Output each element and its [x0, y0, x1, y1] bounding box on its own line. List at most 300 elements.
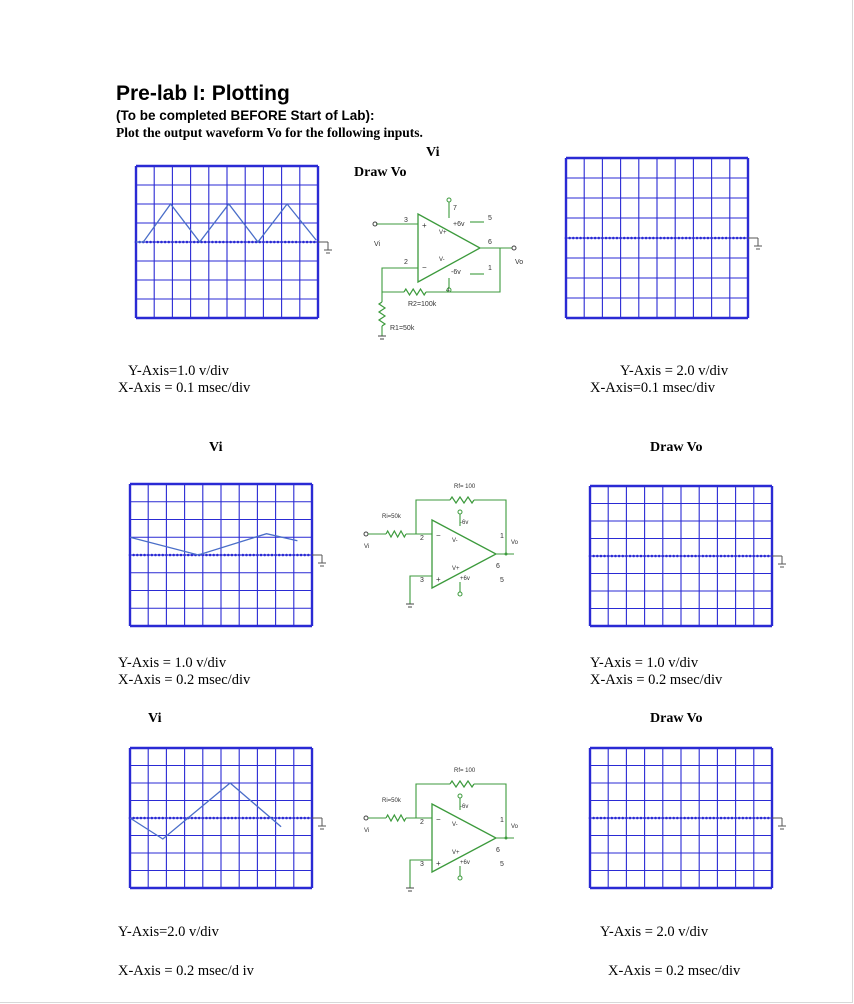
axis-tick — [742, 817, 745, 820]
axis-tick — [157, 241, 160, 244]
section1-output-graph[interactable] — [566, 158, 766, 318]
axis-tick — [278, 554, 281, 557]
axis-tick — [256, 554, 259, 557]
axis-tick — [240, 241, 243, 244]
axis-tick — [194, 817, 197, 820]
axis-tick — [136, 817, 139, 820]
axis-tick — [266, 241, 269, 244]
axis-tick — [212, 554, 215, 557]
axis-tick — [723, 555, 726, 558]
axis-tick — [600, 555, 603, 558]
axis-tick — [183, 817, 186, 820]
axis-tick — [229, 241, 232, 244]
feedback-wire — [382, 268, 418, 292]
axis-tick — [707, 237, 710, 240]
axis-tick — [299, 241, 302, 244]
resistor-r2 — [404, 289, 426, 295]
axis-tick — [209, 817, 212, 820]
axis-tick — [238, 554, 241, 557]
axis-tick — [151, 817, 154, 820]
axis-tick — [760, 555, 763, 558]
axis-tick — [583, 237, 586, 240]
axis-tick — [731, 555, 734, 558]
axis-tick — [763, 555, 766, 558]
axis-tick — [193, 241, 196, 244]
rail-neg: V- — [439, 257, 445, 263]
rf-label: Rf= 100 — [454, 484, 476, 490]
axis-tick — [720, 817, 723, 820]
resistor-ri — [386, 531, 406, 537]
section2-output-label: Draw Vo — [650, 440, 703, 455]
axis-tick — [667, 237, 670, 240]
axis-tick — [603, 555, 606, 558]
pin-5: 5 — [488, 215, 492, 222]
axis-tick — [205, 554, 208, 557]
axis-tick — [245, 554, 248, 557]
page-subtitle: (To be completed BEFORE Start of Lab): — [116, 108, 375, 123]
section1-output-label: Draw Vo — [354, 165, 407, 180]
opamp-triangle — [418, 214, 480, 282]
axis-tick — [169, 817, 172, 820]
axis-tick — [681, 237, 684, 240]
feedback-wire — [416, 500, 450, 534]
axis-tick — [568, 237, 571, 240]
axis-tick — [709, 555, 712, 558]
axis-tick — [703, 237, 706, 240]
axis-tick — [699, 237, 702, 240]
axis-tick — [579, 237, 582, 240]
axis-tick — [171, 241, 174, 244]
axis-tick — [629, 817, 632, 820]
axis-tick — [252, 554, 255, 557]
pin-2: 2 — [420, 535, 424, 542]
axis-tick — [619, 237, 622, 240]
axis-tick — [154, 554, 157, 557]
pin-3: 3 — [404, 217, 408, 224]
axis-tick — [202, 817, 205, 820]
plus-sign: + — [436, 859, 441, 868]
pin-7: 7 — [453, 205, 457, 212]
section2-output-xaxis: X-Axis = 0.2 msec/div — [590, 672, 723, 688]
supply-neg: -6v — [451, 269, 461, 276]
resistor-rf — [450, 497, 474, 503]
axis-tick — [187, 554, 190, 557]
axis-tick — [665, 555, 668, 558]
axis-tick — [621, 555, 624, 558]
axis-tick — [208, 241, 211, 244]
axis-tick — [175, 241, 178, 244]
section2-output-graph[interactable] — [590, 486, 790, 626]
axis-tick — [231, 817, 234, 820]
axis-tick — [216, 817, 219, 820]
output-label: Vo — [511, 824, 519, 830]
axis-tick — [306, 241, 309, 244]
axis-tick — [745, 555, 748, 558]
minus-sign: − — [436, 815, 441, 824]
axis-tick — [738, 817, 741, 820]
supply-pos: +6v — [460, 576, 470, 582]
axis-tick — [640, 555, 643, 558]
output-label: Vo — [515, 259, 524, 266]
axis-tick — [596, 555, 599, 558]
rail-pos: V+ — [452, 850, 460, 856]
axis-tick — [641, 237, 644, 240]
section1-input-yaxis: Y-Axis=1.0 v/div — [128, 363, 229, 379]
axis-tick — [302, 241, 305, 244]
pin-4: 4 — [446, 287, 450, 294]
axis-tick — [252, 817, 255, 820]
axis-tick — [303, 817, 306, 820]
axis-tick — [742, 555, 745, 558]
axis-tick — [143, 817, 146, 820]
axis-tick — [597, 237, 600, 240]
axis-tick — [227, 554, 230, 557]
axis-tick — [274, 554, 277, 557]
minus-sign: − — [422, 263, 427, 272]
axis-tick — [296, 817, 299, 820]
axis-tick — [732, 237, 735, 240]
axis-tick — [140, 817, 143, 820]
axis-tick — [607, 555, 610, 558]
axis-tick — [692, 237, 695, 240]
resistor-r1 — [379, 302, 385, 326]
axis-tick — [753, 555, 756, 558]
axis-tick — [167, 241, 170, 244]
axis-tick — [132, 817, 135, 820]
feedback-wire — [474, 500, 506, 554]
section3-input-label: Vi — [148, 711, 162, 726]
axis-tick — [589, 817, 592, 820]
axis-tick — [291, 241, 294, 244]
axis-tick — [169, 554, 172, 557]
axis-tick — [307, 817, 310, 820]
resistor-ri — [386, 815, 406, 821]
rf-label: Rf= 100 — [454, 768, 476, 774]
axis-tick — [234, 554, 237, 557]
axis-tick — [647, 555, 650, 558]
axis-tick — [600, 817, 603, 820]
supply-neg: -6v — [460, 520, 469, 526]
axis-tick — [749, 817, 752, 820]
axis-tick — [164, 241, 167, 244]
axis-tick — [712, 817, 715, 820]
axis-tick — [278, 817, 281, 820]
section3-input-xaxis: X-Axis = 0.2 msec/d iv — [118, 963, 254, 979]
axis-tick — [262, 241, 265, 244]
ri-label: Ri=50k — [382, 514, 401, 520]
axis-tick — [678, 237, 681, 240]
axis-tick — [676, 555, 679, 558]
rail-neg: V- — [452, 538, 458, 544]
r1-label: R1=50k — [390, 325, 415, 332]
axis-tick — [756, 555, 759, 558]
page-instruction: Plot the output waveform Vo for the following inputs. — [116, 125, 423, 140]
axis-tick — [280, 241, 283, 244]
axis-tick — [249, 817, 252, 820]
axis-tick — [198, 817, 201, 820]
axis-tick — [658, 555, 661, 558]
r2-label: R2=100k — [408, 301, 437, 308]
axis-tick — [680, 555, 683, 558]
axis-tick — [244, 241, 247, 244]
axis-tick — [739, 237, 742, 240]
axis-tick — [161, 554, 164, 557]
section3-output-yaxis: Y-Axis = 2.0 v/div — [600, 924, 709, 940]
axis-tick — [182, 241, 185, 244]
axis-tick — [183, 554, 186, 557]
axis-tick — [716, 555, 719, 558]
pin-5: 5 — [500, 577, 504, 584]
axis-tick — [605, 237, 608, 240]
axis-tick — [296, 554, 299, 557]
axis-tick — [643, 817, 646, 820]
axis-tick — [284, 241, 287, 244]
axis-tick — [238, 817, 241, 820]
axis-tick — [592, 817, 595, 820]
axis-tick — [282, 817, 285, 820]
axis-tick — [220, 554, 223, 557]
axis-tick — [223, 817, 226, 820]
axis-tick — [132, 554, 135, 557]
axis-tick — [218, 241, 221, 244]
axis-tick — [146, 241, 149, 244]
axis-tick — [648, 237, 651, 240]
axis-tick — [614, 817, 617, 820]
supply-pos: +6v — [460, 860, 470, 866]
axis-tick — [288, 241, 291, 244]
section3-output-label: Draw Vo — [650, 711, 703, 726]
axis-tick — [625, 817, 628, 820]
axis-tick — [625, 555, 628, 558]
axis-tick — [749, 555, 752, 558]
axis-tick — [154, 817, 157, 820]
axis-tick — [616, 237, 619, 240]
axis-tick — [734, 555, 737, 558]
rail-neg: V- — [452, 822, 458, 828]
axis-tick — [611, 817, 614, 820]
axis-tick — [676, 817, 679, 820]
section3-input-graph — [130, 748, 330, 888]
axis-tick — [614, 555, 617, 558]
section2-input-graph — [130, 484, 330, 626]
axis-tick — [767, 555, 770, 558]
section1-input-label: Vi — [426, 145, 440, 160]
axis-tick — [263, 817, 266, 820]
rail-pos: V+ — [439, 230, 447, 236]
input-label: Vi — [364, 828, 370, 834]
axis-tick — [674, 237, 677, 240]
axis-tick — [153, 241, 156, 244]
axis-tick — [251, 241, 254, 244]
axis-tick — [672, 555, 675, 558]
axis-tick — [672, 817, 675, 820]
axis-tick — [669, 555, 672, 558]
section3-output-graph[interactable] — [590, 748, 790, 888]
axis-tick — [688, 237, 691, 240]
axis-tick — [627, 237, 630, 240]
feedback-wire — [474, 784, 506, 838]
axis-tick — [205, 817, 208, 820]
input-terminal — [364, 532, 368, 536]
section2-input-label: Vi — [209, 440, 223, 455]
axis-tick — [651, 817, 654, 820]
axis-tick — [638, 237, 641, 240]
resistor-rf — [450, 781, 474, 787]
supply-terminal — [458, 876, 462, 880]
axis-tick — [723, 817, 726, 820]
axis-tick — [186, 241, 189, 244]
axis-tick — [313, 241, 316, 244]
axis-tick — [691, 555, 694, 558]
feedback-wire — [416, 784, 450, 818]
axis-tick — [176, 554, 179, 557]
axis-tick — [285, 817, 288, 820]
axis-tick — [136, 554, 139, 557]
axis-tick — [662, 817, 665, 820]
output-node — [505, 837, 508, 840]
input-label: Vi — [364, 544, 370, 550]
axis-tick — [285, 554, 288, 557]
axis-tick — [172, 817, 175, 820]
pin-2: 2 — [420, 819, 424, 826]
axis-tick — [209, 554, 212, 557]
axis-tick — [300, 817, 303, 820]
axis-tick — [222, 241, 225, 244]
pin-5: 5 — [500, 861, 504, 868]
axis-tick — [267, 554, 270, 557]
axis-tick — [590, 237, 593, 240]
axis-tick — [654, 555, 657, 558]
axis-tick — [665, 817, 668, 820]
axis-tick — [269, 241, 272, 244]
axis-tick — [234, 817, 237, 820]
axis-tick — [634, 237, 637, 240]
axis-tick — [603, 817, 606, 820]
pin-2: 2 — [404, 259, 408, 266]
axis-tick — [147, 817, 150, 820]
axis-tick — [256, 817, 259, 820]
axis-tick — [712, 555, 715, 558]
axis-tick — [271, 554, 274, 557]
axis-tick — [248, 241, 251, 244]
axis-tick — [763, 817, 766, 820]
plus-sign: + — [436, 575, 441, 584]
axis-tick — [725, 237, 728, 240]
axis-tick — [721, 237, 724, 240]
output-label: Vo — [511, 540, 519, 546]
axis-tick — [621, 817, 624, 820]
axis-tick — [767, 817, 770, 820]
axis-tick — [589, 555, 592, 558]
axis-tick — [607, 817, 610, 820]
axis-tick — [300, 554, 303, 557]
axis-tick — [663, 237, 666, 240]
axis-tick — [289, 817, 292, 820]
axis-tick — [293, 554, 296, 557]
axis-tick — [309, 241, 312, 244]
axis-tick — [587, 237, 590, 240]
axis-tick — [273, 241, 276, 244]
axis-tick — [178, 241, 181, 244]
section1-input-xaxis: X-Axis = 0.1 msec/div — [118, 380, 251, 396]
axis-tick — [698, 555, 701, 558]
axis-tick — [160, 241, 163, 244]
output-node — [505, 553, 508, 556]
axis-tick — [260, 554, 263, 557]
axis-tick — [636, 555, 639, 558]
section3-circuit — [356, 760, 536, 900]
pin-6: 6 — [488, 239, 492, 246]
section1-output-yaxis: Y-Axis = 2.0 v/div — [620, 363, 729, 379]
pin-1: 1 — [500, 817, 504, 824]
axis-tick — [140, 554, 143, 557]
axis-tick — [149, 241, 152, 244]
axis-tick — [705, 817, 708, 820]
axis-tick — [710, 237, 713, 240]
axis-tick — [565, 237, 568, 240]
supply-terminal — [458, 794, 462, 798]
pin-1: 1 — [500, 533, 504, 540]
ri-label: Ri=50k — [382, 798, 401, 804]
axis-tick — [738, 555, 741, 558]
axis-tick — [698, 817, 701, 820]
minus-sign: − — [436, 531, 441, 540]
axis-tick — [727, 555, 730, 558]
axis-tick — [263, 554, 266, 557]
axis-tick — [576, 237, 579, 240]
axis-tick — [729, 237, 732, 240]
axis-tick — [736, 237, 739, 240]
axis-tick — [158, 817, 161, 820]
axis-tick — [654, 817, 657, 820]
axis-tick — [611, 555, 614, 558]
axis-tick — [158, 554, 161, 557]
axis-tick — [212, 817, 215, 820]
axis-tick — [594, 237, 597, 240]
axis-tick — [612, 237, 615, 240]
axis-tick — [718, 237, 721, 240]
supply-terminal — [447, 198, 451, 202]
axis-tick — [694, 555, 697, 558]
axis-tick — [669, 817, 672, 820]
axis-tick — [289, 554, 292, 557]
axis-tick — [211, 241, 214, 244]
axis-tick — [623, 237, 626, 240]
axis-tick — [165, 554, 168, 557]
section1-input-graph — [136, 166, 336, 318]
section1-output-xaxis: X-Axis=0.1 msec/div — [590, 380, 715, 396]
axis-tick — [756, 817, 759, 820]
axis-tick — [129, 554, 132, 557]
axis-tick — [618, 555, 621, 558]
pin-3: 3 — [420, 577, 424, 584]
axis-tick — [608, 237, 611, 240]
axis-tick — [176, 817, 179, 820]
pin-3: 3 — [420, 861, 424, 868]
axis-tick — [743, 237, 746, 240]
axis-tick — [731, 817, 734, 820]
axis-tick — [303, 554, 306, 557]
axis-tick — [277, 241, 280, 244]
axis-tick — [220, 817, 223, 820]
axis-tick — [596, 817, 599, 820]
axis-tick — [702, 817, 705, 820]
axis-tick — [658, 817, 661, 820]
axis-tick — [172, 554, 175, 557]
plus-sign: + — [422, 221, 427, 230]
axis-tick — [216, 554, 219, 557]
section3-output-xaxis: X-Axis = 0.2 msec/div — [608, 963, 741, 979]
